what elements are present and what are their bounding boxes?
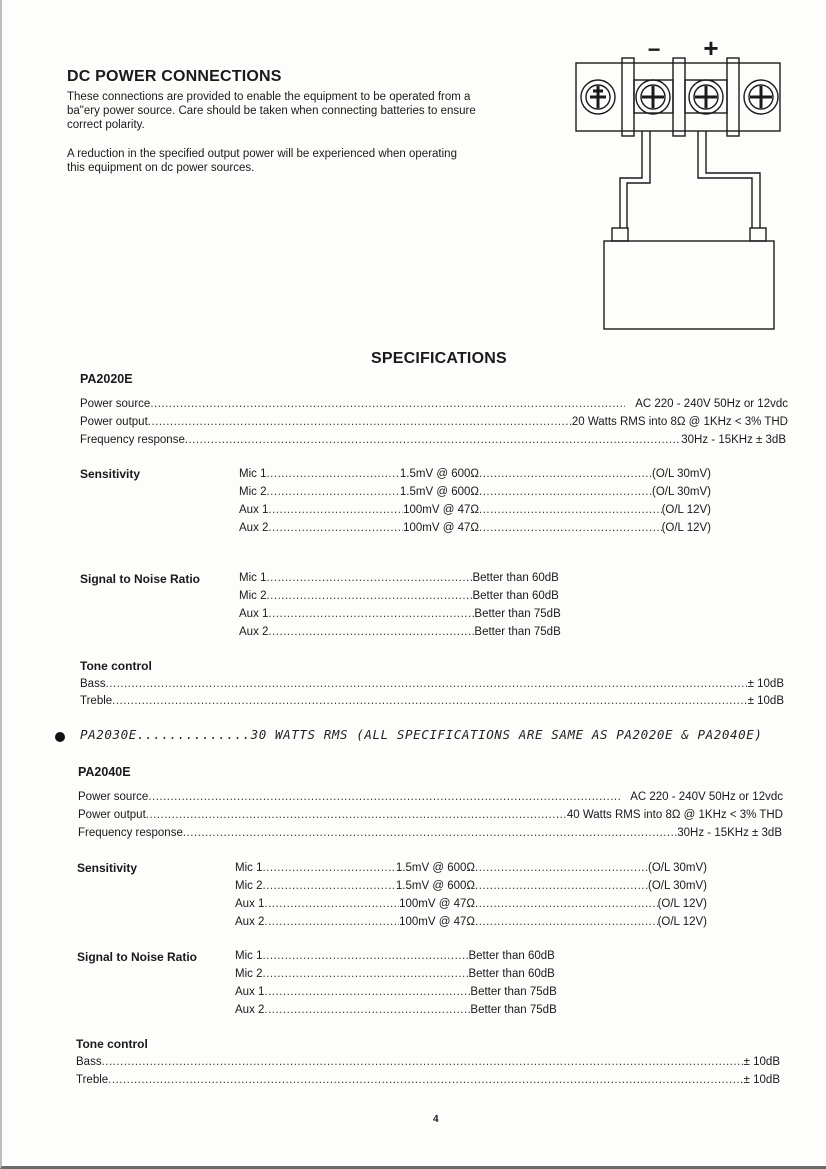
spec-value: ± 10dB (747, 678, 784, 690)
sensitivity-label: Sensitivity (80, 467, 141, 481)
dot-leader (106, 678, 748, 690)
snr-value: Better than 75dB (470, 986, 557, 998)
sensitivity-row (235, 862, 475, 874)
sensitivity-row (235, 898, 475, 910)
spec-value: 40 Watts RMS into 8Ω @ 1KHz < 3% THD (566, 809, 783, 821)
spec-row-power-output (78, 809, 783, 821)
snr-row (235, 986, 565, 998)
dot-leader (112, 695, 747, 707)
dot-leader (262, 862, 395, 874)
overload-value: (O/L 12V) (657, 916, 707, 928)
snr-value: Better than 60dB (468, 950, 555, 962)
dot-leader (479, 468, 652, 480)
spec-label: Frequency response (80, 434, 185, 446)
dot-leader (266, 572, 472, 584)
spec-value: 30Hz - 15KHz ± 3dB (677, 827, 782, 839)
dot-leader (262, 880, 395, 892)
battery-icon (604, 241, 774, 329)
spec-label: Treble (80, 695, 113, 707)
dc-para1-line: correct polarity. (67, 119, 145, 131)
spec-row-frequency-response (80, 434, 786, 446)
overload-row (475, 898, 707, 910)
screw-icon (581, 80, 615, 114)
spec-row-power-source (78, 791, 783, 803)
dot-leader (268, 626, 474, 638)
dot-leader (264, 898, 399, 910)
input-name: Mic 1 (239, 572, 267, 584)
input-name: Mic 1 (239, 468, 267, 480)
input-name: Mic 1 (235, 950, 263, 962)
spec-value: 30Hz - 15KHz ± 3dB (681, 434, 786, 446)
dot-leader (264, 916, 399, 928)
tone-control-label: Tone control (76, 1037, 148, 1051)
dc-para2-line: A reduction in the specified output power will be experienced when operating (67, 148, 457, 160)
overload-row (475, 916, 707, 928)
spec-value: AC 220 - 240V 50Hz or 12vdc (635, 398, 788, 410)
input-name: Mic 2 (239, 486, 267, 498)
input-name: Mic 2 (239, 590, 267, 602)
dot-leader (475, 862, 648, 874)
spec-row-bass (80, 678, 784, 690)
input-name: Mic 2 (235, 880, 263, 892)
snr-value: Better than 60dB (472, 572, 559, 584)
dc-para2-line: this equipment on dc power sources. (67, 162, 255, 174)
dot-leader (146, 809, 567, 821)
dot-leader (266, 468, 399, 480)
spec-row-treble (76, 1074, 780, 1086)
overload-row (475, 862, 707, 874)
spec-value: ± 10dB (747, 695, 784, 707)
input-name: Aux 2 (235, 916, 265, 928)
minus-sign: − (647, 38, 661, 62)
spec-label: Power output (80, 416, 148, 428)
spec-label: Treble (76, 1074, 109, 1086)
spec-value: AC 220 - 240V 50Hz or 12vdc (630, 791, 783, 803)
dot-leader (102, 1056, 744, 1068)
spec-label: Power source (78, 791, 149, 803)
overload-value: (O/L 12V) (661, 522, 711, 534)
sensitivity-value: 1.5mV @ 600Ω (395, 862, 475, 874)
sensitivity-value: 1.5mV @ 600Ω (395, 880, 475, 892)
dot-leader (268, 608, 474, 620)
snr-value: Better than 75dB (470, 1004, 557, 1016)
pa2030e-note: PA2030E..............30 WATTS RMS (ALL SPECIFICATIONS ARE SAME AS PA2020E & PA2040E) (80, 727, 763, 742)
snr-label: Signal to Noise Ratio (80, 572, 201, 586)
input-name: Aux 2 (235, 1004, 265, 1016)
bullet-icon (55, 732, 65, 742)
overload-value: (O/L 12V) (661, 504, 711, 516)
overload-row (479, 522, 711, 534)
spec-row-power-source (80, 398, 788, 410)
battery-connection-diagram (570, 38, 790, 333)
dc-paragraph-1 (67, 90, 476, 132)
plus-sign: + (703, 38, 719, 63)
dot-leader (183, 827, 677, 839)
snr-row (239, 572, 569, 584)
dot-leader (268, 522, 403, 534)
sensitivity-value: 1.5mV @ 600Ω (399, 468, 479, 480)
model-pa2040e: PA2040E (78, 765, 131, 779)
sensitivity-row (239, 522, 479, 534)
dot-leader (262, 968, 468, 980)
dot-leader (268, 504, 403, 516)
dot-leader (264, 986, 470, 998)
dot-leader (148, 791, 620, 803)
overload-row (475, 880, 707, 892)
negative-wire (620, 131, 642, 228)
spec-label: Power output (78, 809, 146, 821)
dot-leader (185, 434, 681, 446)
dot-leader (475, 880, 648, 892)
spec-row-power-output (80, 416, 788, 428)
spec-label: Frequency response (78, 827, 183, 839)
dot-leader (150, 398, 625, 410)
snr-value: Better than 75dB (474, 626, 561, 638)
dot-leader (266, 590, 472, 602)
snr-row (235, 968, 565, 980)
snr-value: Better than 60dB (468, 968, 555, 980)
snr-row (239, 590, 569, 602)
dot-leader (475, 898, 658, 910)
sensitivity-row (235, 880, 475, 892)
input-name: Aux 1 (235, 986, 265, 998)
dot-leader (479, 522, 662, 534)
sensitivity-value: 100mV @ 47Ω (403, 504, 479, 516)
input-name: Aux 1 (235, 898, 265, 910)
input-name: Aux 2 (239, 626, 269, 638)
snr-value: Better than 60dB (472, 590, 559, 602)
dot-leader (475, 916, 658, 928)
snr-row (235, 950, 565, 962)
screw-icon (744, 80, 778, 114)
spec-row-treble (80, 695, 784, 707)
sensitivity-value: 100mV @ 47Ω (403, 522, 479, 534)
screw-icon (636, 80, 670, 114)
dot-leader (262, 950, 468, 962)
overload-value: (O/L 12V) (657, 898, 707, 910)
battery-terminal-positive (750, 228, 766, 241)
spec-label: Power source (80, 398, 151, 410)
sensitivity-label: Sensitivity (77, 861, 138, 875)
spec-value: 20 Watts RMS into 8Ω @ 1KHz < 3% THD (571, 416, 788, 428)
overload-value: (O/L 30mV) (651, 468, 711, 480)
dc-para1-line: ba"ery power source. Care should be taken when connecting batteries to ensure (67, 105, 476, 117)
sensitivity-row (239, 468, 479, 480)
overload-row (479, 486, 711, 498)
tone-control-label: Tone control (80, 659, 152, 673)
snr-label: Signal to Noise Ratio (77, 950, 198, 964)
sensitivity-value: 1.5mV @ 600Ω (399, 486, 479, 498)
snr-row (239, 626, 569, 638)
overload-value: (O/L 30mV) (651, 486, 711, 498)
input-name: Mic 1 (235, 862, 263, 874)
screw-icon (689, 80, 723, 114)
dot-leader (148, 416, 572, 428)
input-name: Aux 1 (239, 504, 269, 516)
dc-heading: DC POWER CONNECTIONS (67, 68, 282, 85)
sensitivity-value: 100mV @ 47Ω (399, 898, 475, 910)
snr-value: Better than 75dB (474, 608, 561, 620)
overload-row (479, 468, 711, 480)
sensitivity-value: 100mV @ 47Ω (399, 916, 475, 928)
dot-leader (266, 486, 399, 498)
dot-leader (479, 504, 662, 516)
input-name: Aux 1 (239, 608, 269, 620)
sensitivity-row (235, 916, 475, 928)
spec-label: Bass (76, 1056, 102, 1068)
sensitivity-row (239, 504, 479, 516)
spec-row-bass (76, 1056, 780, 1068)
battery-terminal-negative (612, 228, 628, 241)
spec-label: Bass (80, 678, 106, 690)
spec-value: ± 10dB (743, 1074, 780, 1086)
overload-value: (O/L 30mV) (647, 880, 707, 892)
spec-row-frequency-response (78, 827, 782, 839)
snr-row (235, 1004, 565, 1016)
overload-row (479, 504, 711, 516)
overload-value: (O/L 30mV) (647, 862, 707, 874)
dc-para1-line: These connections are provided to enable the equipment to be operated from a (67, 91, 471, 103)
dot-leader (264, 1004, 470, 1016)
dc-paragraph-2 (67, 147, 457, 175)
sensitivity-row (239, 486, 479, 498)
input-name: Aux 2 (239, 522, 269, 534)
dot-leader (108, 1074, 743, 1086)
spec-value: ± 10dB (743, 1056, 780, 1068)
page-number: 4 (433, 1114, 439, 1125)
snr-row (239, 608, 569, 620)
specifications-title: SPECIFICATIONS (371, 350, 507, 367)
dot-leader (479, 486, 652, 498)
input-name: Mic 2 (235, 968, 263, 980)
model-pa2020e: PA2020E (80, 372, 133, 386)
